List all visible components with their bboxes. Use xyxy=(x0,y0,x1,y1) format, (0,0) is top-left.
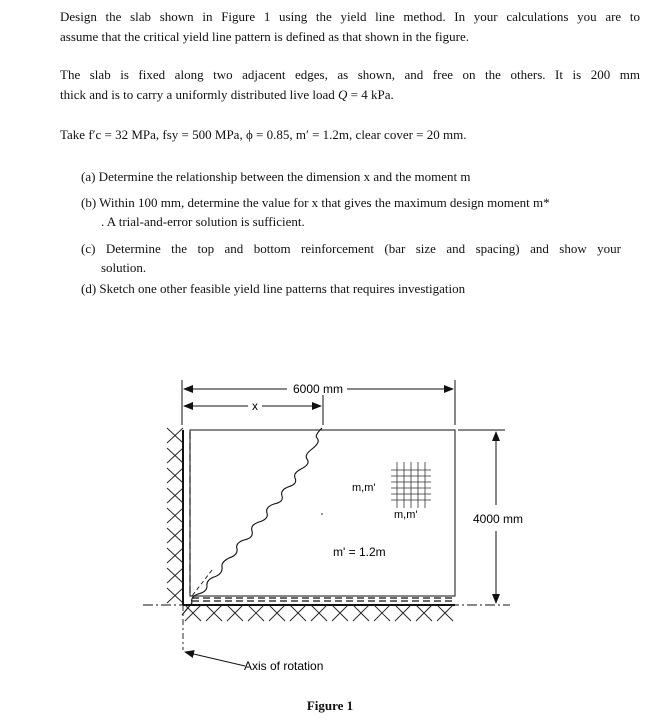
fc-value: f′c = 32 MPa xyxy=(88,127,156,142)
label-moment-1: m,m' xyxy=(352,482,376,494)
bottom-support-hatching xyxy=(185,605,453,621)
dim-4000-label: 4000 mm xyxy=(472,512,524,526)
mprime-value: m′ = 1.2m xyxy=(295,127,350,142)
intro-line-2: assume that the critical yield line pattern is defined as that shown in the figure. xyxy=(60,29,470,44)
question-c-line-2: solution. xyxy=(101,260,147,275)
question-c-line-1: (c) Determine the top and bottom reinforcement (bar size and spacing) and show your xyxy=(81,241,621,256)
question-a: (a) Determine the relationship between the dimension x and the moment m xyxy=(81,169,471,184)
take-prefix: Take xyxy=(60,127,89,142)
intro-line-1: Design the slab shown in Figure 1 using the yield line method. In your calculations you are to xyxy=(60,9,640,24)
axis-rotation-label: Axis of rotation xyxy=(244,659,324,673)
question-b-line-2: . A trial-and-error solution is sufficient. xyxy=(101,214,305,229)
axis-callout-leader xyxy=(185,652,245,666)
left-support-hatching xyxy=(167,428,183,603)
slab-desc-text-b: = 4 kPa. xyxy=(347,87,394,102)
dot-marker xyxy=(321,513,323,515)
question-b-line-1: (b) Within 100 mm, determine the value for x that gives the maximum design moment m* xyxy=(81,195,550,210)
slab-desc-text-a: thick and is to carry a uniformly distributed live load xyxy=(60,87,338,102)
dim-6000-label: 6000 mm xyxy=(292,382,344,396)
load-symbol: Q xyxy=(338,87,348,102)
slab-desc-line-1: The slab is fixed along two adjacent edges, as shown, and free on the others. It is 200 mm xyxy=(60,67,640,82)
take-line: Take f′c = 32 MPa, fsy = 500 MPa, ϕ = 0.85, m′ = 1.2m, clear cover = 20 mm. xyxy=(60,127,467,142)
figure-caption: Figure 1 xyxy=(306,698,354,713)
cover-value: clear cover = 20 mm. xyxy=(355,127,467,142)
diagonal-yield-line xyxy=(182,428,322,615)
label-mprime: m' = 1.2m xyxy=(333,545,386,559)
dim-x-label: x xyxy=(252,399,258,413)
diagonal-dashed xyxy=(192,570,212,596)
fsy-value: fsy = 500 MPa xyxy=(162,127,240,142)
phi-value: ϕ = 0.85 xyxy=(245,127,290,142)
label-moment-2: m,m' xyxy=(394,509,418,521)
reinforcement-grid-symbol xyxy=(391,462,431,508)
question-d: (d) Sketch one other feasible yield line patterns that requires investigation xyxy=(81,281,466,296)
